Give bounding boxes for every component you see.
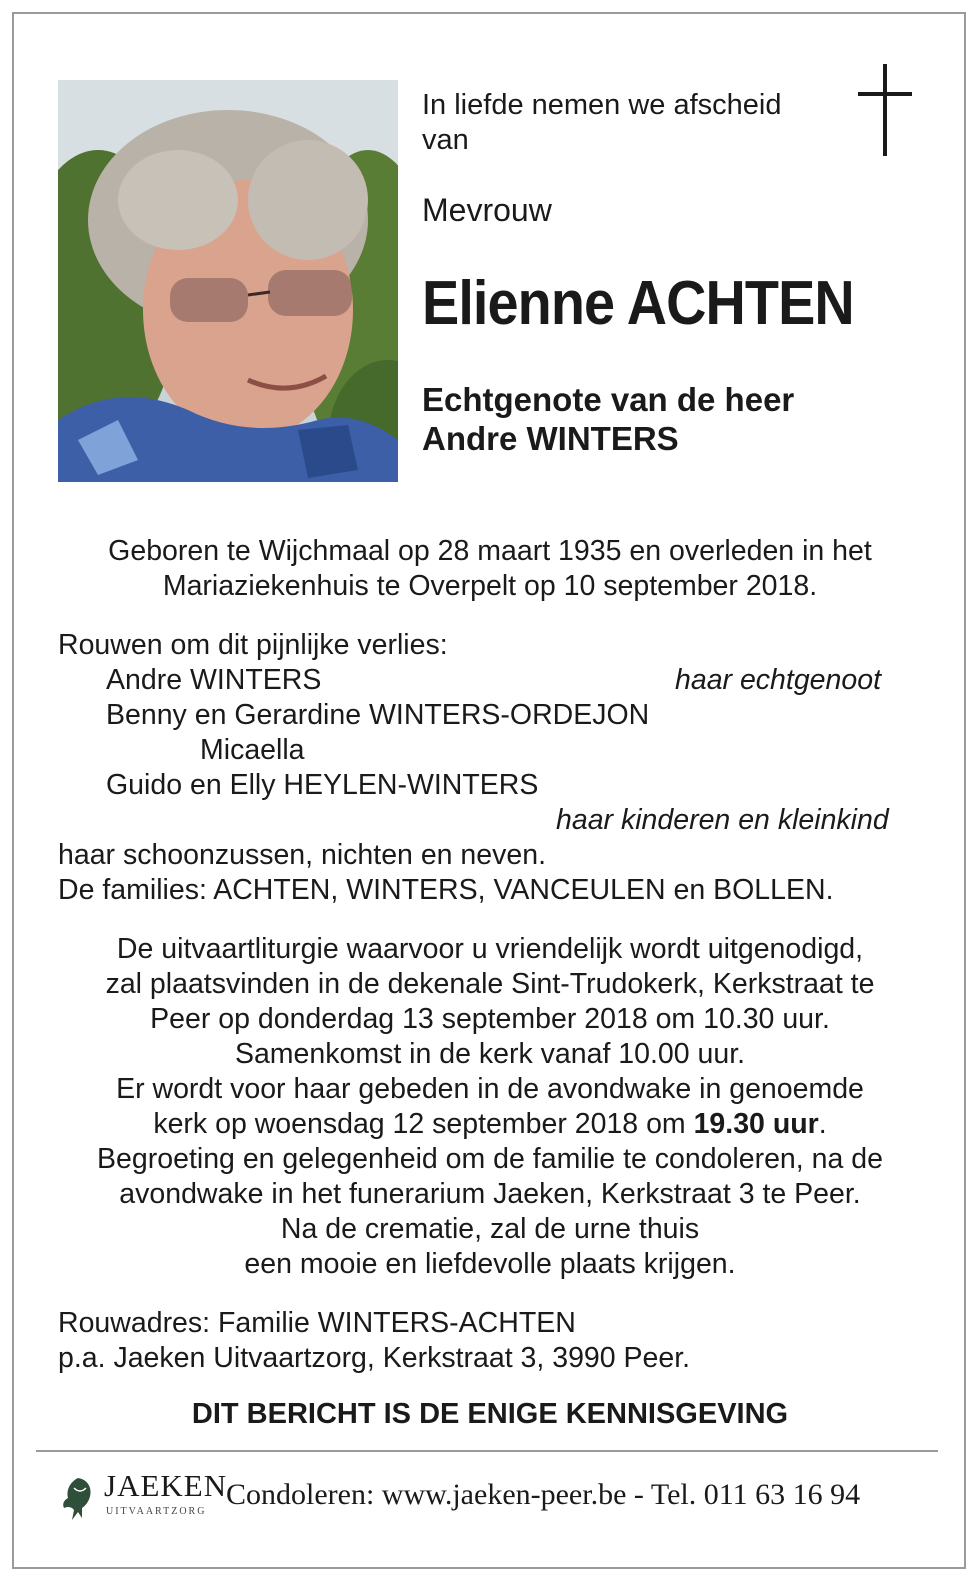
mourner-children-role: haar kinderen en kleinkind [556,804,889,836]
funeral-line-8: avondwake in het funerarium Jaeken, Kerkstraat 3 te Peer. [119,1178,861,1210]
mourner-child-1: Benny en Gerardine WINTERS-ORDEJON [106,699,650,731]
condolence-line: Condoleren: www.jaeken-peer.be - Tel. 011 63 16 94 [226,1478,861,1511]
address-line-1: Rouwadres: Familie WINTERS-ACHTEN [58,1307,576,1339]
funeral-line-6-pre: kerk op woensdag 12 september 2018 om [153,1108,694,1140]
funeral-line-2: zal plaatsvinden in de dekenale Sint-Trudokerk, Kerkstraat te [105,968,875,1000]
logo-name: JAEKEN [104,1468,228,1503]
intro-text: In liefde nemen we afscheid van [422,89,782,156]
mourner-spouse: Andre WINTERS [106,664,322,696]
spouse-line-1: Echtgenote van de heer [422,381,795,418]
birth-line-1: Geboren te Wijchmaal op 28 maart 1935 en overleden in het [108,535,872,567]
funeral-line-5: Er wordt voor haar gebeden in de avondwake in genoemde [116,1073,864,1105]
cross-icon [852,60,918,160]
footer-divider [36,1450,938,1452]
spouse-info [422,380,794,458]
honorific: Mevrouw [422,192,552,228]
spouse-line-2: Andre WINTERS [422,420,679,457]
funeral-line-10: een mooie en liefdevolle plaats krijgen. [244,1248,736,1280]
logo-subtitle: UITVAARTZORG [106,1506,207,1517]
mourner-families: De families: ACHTEN, WINTERS, VANCEULEN en BOLLEN. [58,874,834,906]
notice-banner: DIT BERICHT IS DE ENIGE KENNISGEVING [191,1398,789,1430]
mourner-grandchild: Micaella [200,734,305,766]
funeral-line-6 [40,1107,940,1142]
mourner-in-laws: haar schoonzussen, nichten en neven. [58,839,547,871]
wake-time: 19.30 uur [693,1108,819,1140]
bird-logo-icon [60,1474,96,1522]
jaeken-logo [60,1468,228,1528]
portrait-photo [58,80,398,482]
funeral-line-3: Peer op donderdag 13 september 2018 om 10.30 uur. [150,1003,830,1035]
mourners-intro: Rouwen om dit pijnlijke verlies: [58,629,448,661]
mourner-child-2: Guido en Elly HEYLEN-WINTERS [106,769,539,801]
deceased-name: Elienne ACHTEN [422,269,854,338]
mourner-spouse-role: haar echtgenoot [675,664,881,696]
funeral-line-4: Samenkomst in de kerk vanaf 10.00 uur. [234,1038,746,1070]
funeral-line-7: Begroeting en gelegenheid om de familie te condoleren, na de [97,1143,883,1175]
funeral-line-6-post: . [818,1108,827,1140]
funeral-line-1: De uitvaartliturgie waarvoor u vriendelijk wordt uitgenodigd, [116,933,864,965]
address-line-2: p.a. Jaeken Uitvaartzorg, Kerkstraat 3, 3990 Peer. [58,1342,691,1374]
birth-line-2: Mariaziekenhuis te Overpelt op 10 september 2018. [162,570,818,602]
funeral-line-9: Na de crematie, zal de urne thuis [280,1213,700,1245]
